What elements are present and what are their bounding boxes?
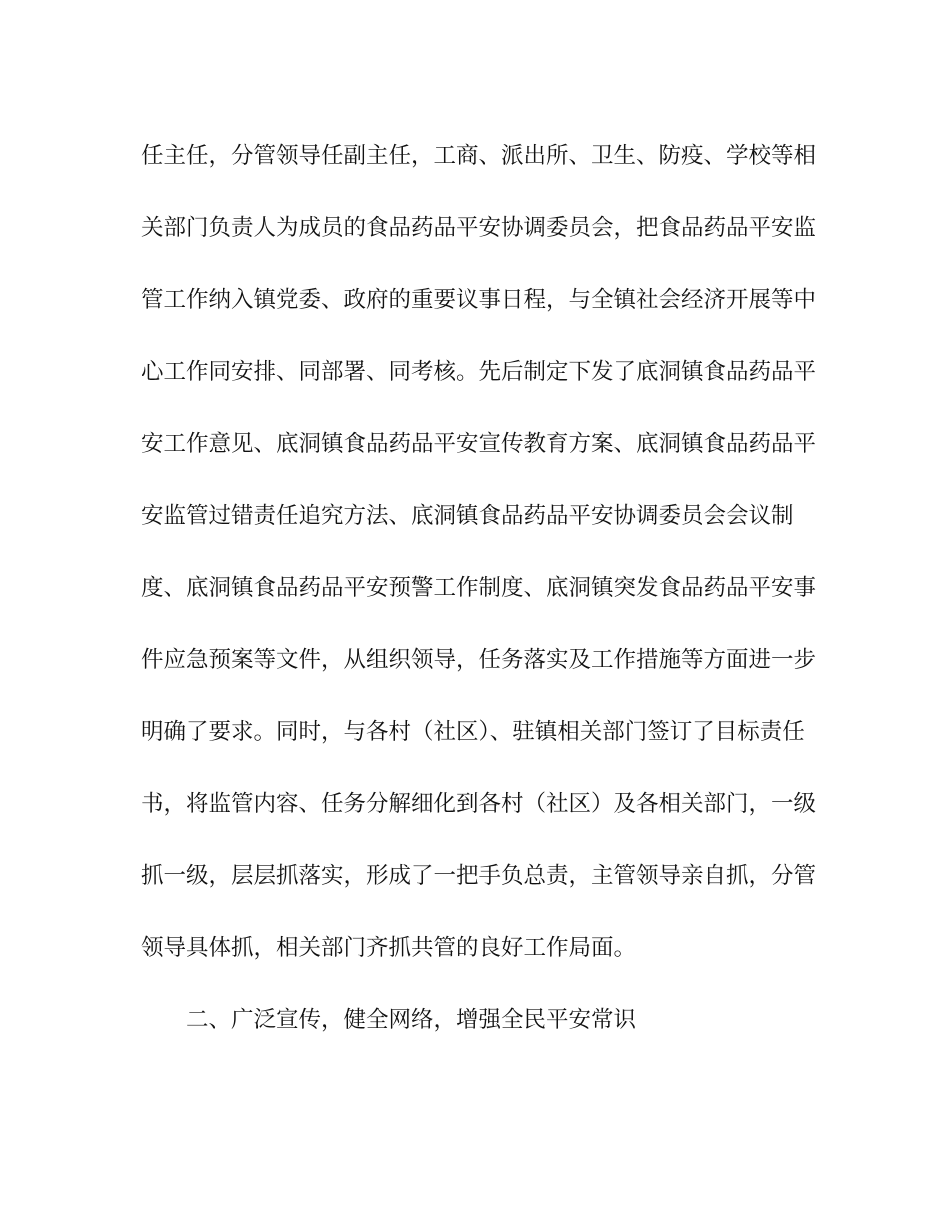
paragraph-line-4: 心工作同安排、同部署、同考核。先后制定下发了底洞镇食品药品平 [141,359,817,385]
paragraph-line-6: 安监管过错责任追究方法、底洞镇食品药品平安协调委员会会议制 [141,503,794,529]
paragraph-line-2: 关部门负责人为成员的食品药品平安协调委员会，把食品药品平安监 [141,215,817,241]
paragraph-line-9: 明确了要求。同时，与各村（社区）、驻镇相关部门签订了目标责任 [141,719,805,745]
section-heading: 二、广泛宣传，健全网络，增强全民平安常识 [186,1007,637,1033]
paragraph-line-8: 件应急预案等文件，从组织领导，任务落实及工作措施等方面进一步 [141,647,817,673]
paragraph-line-11: 抓一级，层层抓落实，形成了一把手负总责，主管领导亲自抓，分管 [141,863,817,889]
paragraph-line-10: 书，将监管内容、任务分解细化到各村（社区）及各相关部门，一级 [141,791,817,817]
paragraph-line-1: 任主任，分管领导任副主任，工商、派出所、卫生、防疫、学校等相 [141,143,817,169]
paragraph-line-3: 管工作纳入镇党委、政府的重要议事日程，与全镇社会经济开展等中 [141,287,817,313]
paragraph-line-7: 度、底洞镇食品药品平安预警工作制度、底洞镇突发食品药品平安事 [141,575,817,601]
paragraph-line-12: 领导具体抓，相关部门齐抓共管的良好工作局面。 [141,935,637,961]
paragraph-line-5: 安工作意见、底洞镇食品药品平安宣传教育方案、底洞镇食品药品平 [141,431,817,457]
